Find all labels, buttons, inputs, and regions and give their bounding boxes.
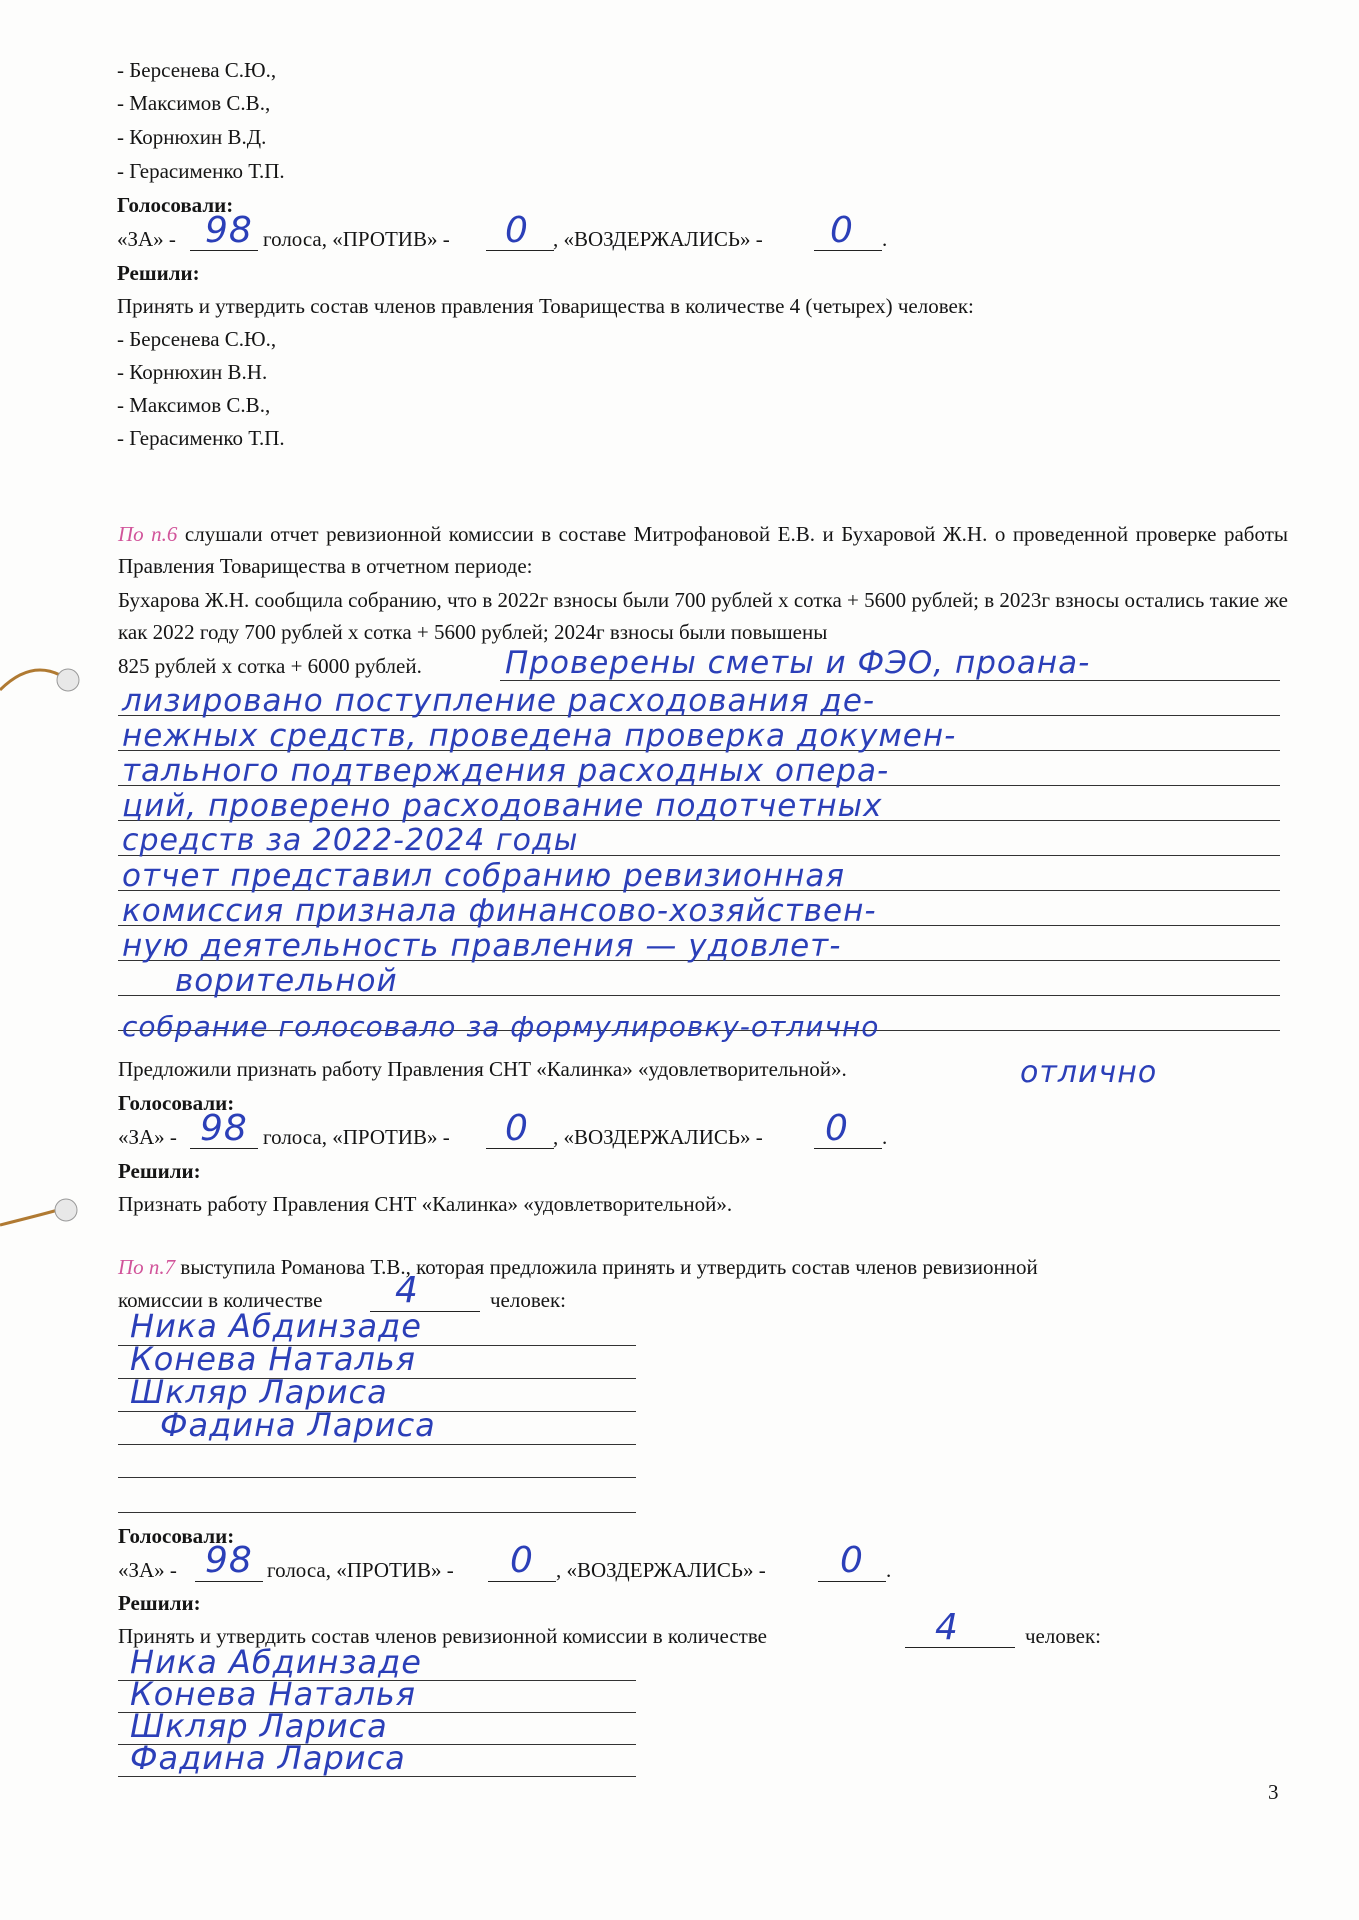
item6-report-end: 825 рублей х сотка + 6000 рублей. [118,654,422,678]
vote-end: . [882,1125,888,1149]
za-count-handwritten: 98 [205,210,253,251]
decision-text: Принять и утвердить состав членов ревизионной комиссии в количестве [118,1624,767,1648]
vote-end: . [882,227,888,251]
vote-against-label: голоса, «ПРОТИВ» - [267,1558,454,1582]
handwritten-line: Проверены сметы и ФЭО, проана- [505,645,1091,681]
za-count-handwritten: 98 [205,1540,253,1581]
proposal-handwritten: отлично [1020,1055,1158,1090]
vote-against-label: голоса, «ПРОТИВ» - [263,227,450,251]
item6-paragraph [118,518,1288,582]
board-member: - Максимов С.В., [117,91,271,115]
handwritten-line: комиссия признала финансово-хозяйствен- [122,893,877,929]
vote-label: Голосовали: [118,1524,235,1548]
handwritten-line: лизировано поступление расходования де- [122,683,876,719]
vote-abstain-label: , «ВОЗДЕРЖАЛИСЬ» - [556,1558,766,1582]
decision-count-suffix: человек: [1025,1624,1102,1648]
vote-end: . [886,1558,892,1582]
member-handwritten: Конева Наталья [130,1675,417,1713]
vote-against-label: голоса, «ПРОТИВ» - [263,1125,450,1149]
handwritten-line: средств за 2022-2024 годы [122,823,579,858]
member-handwritten: Шкляр Лариса [130,1373,388,1411]
handwritten-line: ций, проверено расходование подотчетных [122,788,883,824]
item7-count-suffix: человек: [490,1288,567,1312]
binding-string-bottom [0,1190,90,1250]
decision-label: Решили: [117,261,200,285]
abstain-count-handwritten: 0 [840,1540,864,1581]
handwritten-line: тального подтверждения расходных опера- [122,753,890,789]
vote-abstain-label: , «ВОЗДЕРЖАЛИСЬ» - [553,1125,763,1149]
vote-za-label: «ЗА» - [118,1558,177,1582]
decision-label: Решили: [118,1159,201,1183]
board-member: - Берсенева С.Ю., [117,58,277,82]
handwritten-line: собрание голосовало за формулировку-отлично [122,1010,880,1043]
count-handwritten: 4 [395,1270,419,1311]
against-underline [488,1581,556,1582]
abstain-count-handwritten: 0 [825,1108,849,1149]
item6-text: слушали отчет ревизионной комиссии в составе Митрофановой Е.В. и Бухаровой Ж.Н. о проведенной проверке работы Правления Товарищества в отчетном периоде: [118,522,1288,578]
board-member: - Корнюхин В.Д. [117,125,267,149]
handwritten-line: ную деятельность правления — удовлет- [122,928,842,964]
vote-abstain-label: , «ВОЗДЕРЖАЛИСЬ» - [553,227,763,251]
count-handwritten: 4 [935,1607,959,1648]
item7-text: выступила Романова Т.В., которая предложила принять и утвердить состав членов ревизионной [175,1255,1038,1279]
decision-label: Решили: [118,1591,201,1615]
item7-count-label: комиссии в количестве [118,1288,323,1312]
board-member: - Берсенева С.Ю., [117,327,277,351]
abstain-underline [818,1581,886,1582]
proposal-text: Предложили признать работу Правления СНТ «Калинка» «удовлетворительной». [118,1057,847,1081]
za-underline [195,1581,263,1582]
vote-za-label: «ЗА» - [117,227,176,251]
handwritten-line: нежных средств, проведена проверка докумен- [122,718,957,754]
board-member: - Максимов С.В., [117,393,271,417]
page-number: 3 [1268,1780,1279,1804]
against-count-handwritten: 0 [505,210,529,251]
member-handwritten: Шкляр Лариса [130,1707,388,1745]
against-count-handwritten: 0 [505,1108,529,1149]
member-handwritten: Ника Абдинзаде [130,1643,422,1681]
member-line [118,1444,636,1445]
member-line [118,1477,636,1478]
za-count-handwritten: 98 [200,1108,248,1149]
board-member: - Корнюхин В.Н. [117,360,268,384]
handwritten-line: отчет представил собранию ревизионная [122,858,846,894]
item6-report: Бухарова Ж.Н. сообщила собранию, что в 2022г взносы были 700 рублей х сотка + 5600 рублей; в 2023г взносы остались такие же как 2022 году 700 рублей х сотка + 5600 рублей; 2024г взносы были повышены [118,588,1288,644]
item7-paragraph [118,1251,1288,1283]
member-handwritten: Ника Абдинзаде [130,1307,422,1345]
item7-ref: По п.7 [118,1255,176,1279]
item6-ref: По п.6 [118,522,178,546]
abstain-count-handwritten: 0 [830,210,854,251]
member-handwritten: Фадина Лариса [160,1406,436,1444]
binding-string-top [0,660,90,720]
decision-text: Принять и утвердить состав членов правления Товарищества в количестве 4 (четырех) человек: [117,294,974,318]
decision-text: Признать работу Правления СНТ «Калинка» «удовлетворительной». [118,1192,733,1216]
vote-za-label: «ЗА» - [118,1125,177,1149]
count-underline [905,1647,1015,1648]
member-handwritten: Конева Наталья [130,1340,417,1378]
vote-label: Голосовали: [117,193,234,217]
board-member: - Герасименко Т.П. [117,426,285,450]
against-count-handwritten: 0 [510,1540,534,1581]
board-member: - Герасименко Т.П. [117,159,285,183]
member-line [118,1512,636,1513]
handwritten-line: ворительной [175,963,398,999]
vote-label: Голосовали: [118,1091,235,1115]
member-handwritten: Фадина Лариса [130,1739,406,1777]
